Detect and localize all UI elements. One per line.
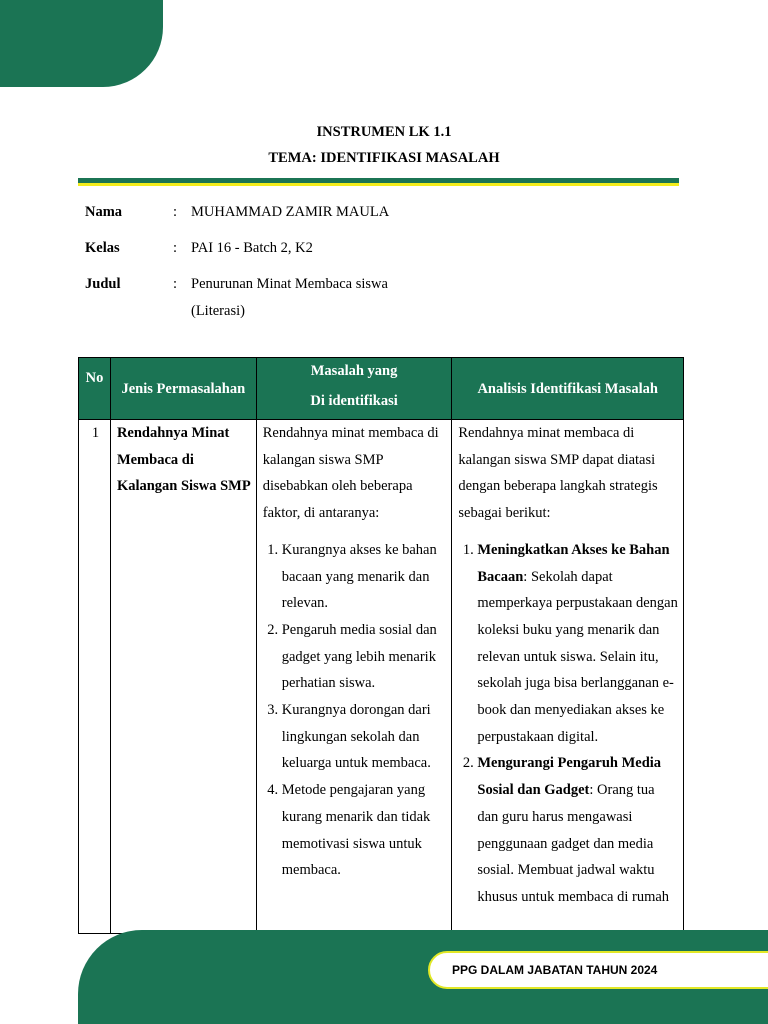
meta-colon: : — [173, 276, 178, 292]
row-number: 1 — [79, 420, 111, 934]
title-divider-yellow — [78, 183, 679, 186]
header-masalah — [256, 358, 452, 420]
row-masalah — [256, 420, 452, 934]
row-jenis: Rendahnya Minat Membaca di Kalangan Siswa SMP — [110, 420, 256, 934]
list-item — [477, 537, 679, 751]
header-masalah-line1: Masalah yang — [310, 362, 398, 379]
analisis-item-heading: Meningkatkan Akses ke Bahan Bacaan — [477, 541, 670, 585]
meta-colon: : — [173, 240, 178, 256]
list-item: 3. Kurangnya dorongan dari lingkungan sekolah dan keluarga untuk membaca. — [282, 697, 448, 777]
meta-label: Kelas — [85, 240, 120, 256]
masalah-list — [263, 537, 448, 884]
footer-label: PPG DALAM JABATAN TAHUN 2024 — [428, 951, 768, 989]
identification-table — [78, 357, 684, 934]
masalah-intro: Rendahnya minat membaca di kalangan siswa SMP disebabkan oleh beberapa faktor, di antaranya: — [262, 425, 439, 522]
list-item — [477, 750, 679, 910]
analisis-item-heading: Mengurangi Pengaruh Media Sosial dan Gadget — [477, 755, 662, 799]
header-analisis: Analisis Identifikasi Masalah — [452, 358, 684, 420]
meta-label: Judul — [85, 276, 121, 292]
row-analisis — [452, 420, 684, 934]
table-header-row — [79, 358, 684, 420]
document-theme: TEMA: IDENTIFIKASI MASALAH — [268, 150, 500, 166]
list-item: 1. Kurangnya akses ke bahan bacaan yang menarik dan relevan. — [282, 537, 448, 617]
document-title: INSTRUMEN LK 1.1 — [316, 124, 452, 140]
header-no: No — [79, 358, 111, 420]
meta-label: Nama — [85, 204, 123, 220]
analisis-intro: Rendahnya minat membaca di kalangan siswa SMP dapat diatasi dengan beberapa langkah strategis sebagai berikut: — [458, 425, 658, 522]
analisis-list — [458, 537, 679, 911]
analisis-item-text: : Sekolah dapat memperkaya perpustakaan dengan koleksi buku yang menarik dan relevan untuk siswa. Selain itu, sekolah juga bisa berlangganan e-book dan menyediakan akses ke perpustakaan digital. — [477, 568, 678, 745]
header-jenis: Jenis Permasalahan — [110, 358, 256, 420]
meta-value-kelas: PAI 16 - Batch 2, K2 — [191, 240, 313, 256]
meta-value-nama: MUHAMMAD ZAMIR MAULA — [191, 204, 390, 220]
meta-value-judul: Penurunan Minat Membaca siswa (Literasi) — [191, 276, 388, 319]
list-item: 2. Pengaruh media sosial dan gadget yang lebih menarik perhatian siswa. — [282, 617, 448, 697]
corner-decoration — [0, 0, 163, 87]
meta-colon: : — [173, 204, 178, 220]
analisis-item-text: : Orang tua dan guru harus mengawasi penggunaan gadget dan media sosial. Membuat jadwal waktu khusus untuk membaca di rumah — [477, 782, 670, 905]
header-masalah-line2: Di identifikasi — [310, 392, 398, 409]
list-item: 4. Metode pengajaran yang kurang menarik dan tidak memotivasi siswa untuk membaca. — [282, 777, 448, 884]
table-row — [79, 420, 684, 934]
